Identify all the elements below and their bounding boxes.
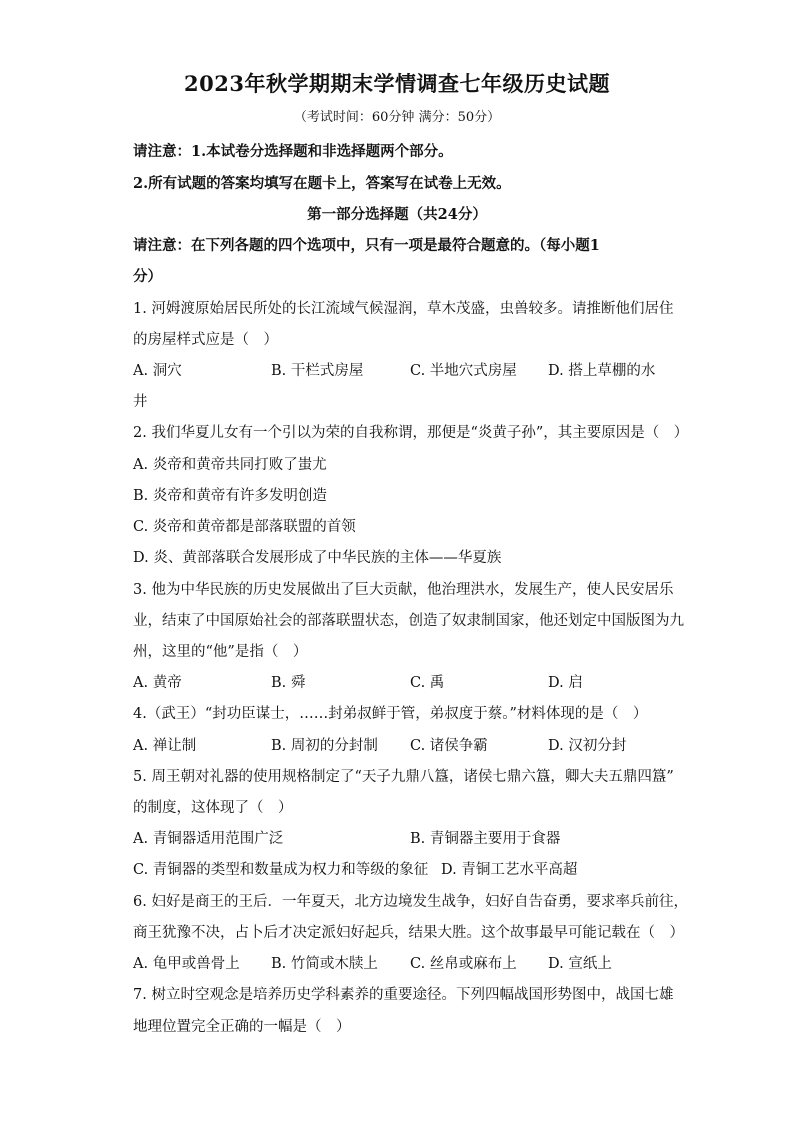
question-6-stem: 6. 妇好是商王的王后．一年夏天，北方边境发生战争，妇好自告奋勇，要求率兵前往，: [133, 894, 688, 910]
question-1-option-c[interactable]: C. 半地穴式房屋: [410, 363, 517, 379]
exam-info: （考试时间：60分钟 满分：50分）: [293, 110, 501, 125]
question-3-option-b[interactable]: B. 舜: [271, 675, 306, 691]
section-heading: 第一部分选择题（共24分）: [307, 206, 487, 223]
question-7-stem: 7. 树立时空观念是培养历史学科素养的重要途径。下列四幅战国形势图中，战国七雄: [133, 987, 674, 1003]
question-5-option-b[interactable]: B. 青铜器主要用于食器: [410, 831, 561, 847]
question-5-option-c[interactable]: C. 青铜器的类型和数量成为权力和等级的象征: [133, 862, 429, 878]
question-2-option-c[interactable]: C. 炎帝和黄帝都是部落联盟的首领: [133, 519, 356, 535]
question-4-option-a[interactable]: A. 禅让制: [133, 738, 197, 754]
question-1-stem: 的房屋样式应是（ ）: [133, 332, 278, 348]
question-6-option-c[interactable]: C. 丝帛或麻布上: [410, 956, 517, 972]
question-5-stem: 5. 周王朝对礼器的使用规格制定了“天子九鼎八簋，诸侯七鼎六簋，卿大夫五鼎四簋”: [133, 769, 674, 785]
question-1-option-b[interactable]: B. 干栏式房屋: [271, 363, 364, 379]
question-3-stem: 州，这里的“他”是指（ ）: [133, 644, 308, 660]
question-2-option-d[interactable]: D. 炎、黄部落联合发展形成了中华民族的主体——华夏族: [133, 550, 502, 566]
note-line-2: 2.所有试题的答案均填写在题卡上，答案写在试卷上无效。: [133, 175, 511, 192]
question-4-option-c[interactable]: C. 诸侯争霸: [410, 738, 488, 754]
question-7-stem: 地理位置完全正确的一幅是（ ）: [133, 1019, 351, 1035]
question-2-stem: 2. 我们华夏儿女有一个引以为荣的自我称谓，那便是“炎黄子孙”，其主要原因是（ ）: [133, 425, 689, 441]
question-3-stem: 业，结束了中国原始社会的部落联盟状态，创造了奴隶制国家，他还划定中国版图为九: [133, 613, 684, 629]
question-2-option-b[interactable]: B. 炎帝和黄帝有许多发明创造: [133, 488, 327, 504]
question-4-option-b[interactable]: B. 周初的分封制: [271, 738, 378, 754]
question-3-stem: 3. 他为中华民族的历史发展做出了巨大贡献，他治理洪水，发展生产，使人民安居乐: [133, 582, 674, 598]
page-title: 2023年秋学期期末学情调查七年级历史试题: [184, 71, 610, 96]
question-5-option-d[interactable]: D. 青铜工艺水平高超: [441, 862, 578, 878]
question-4-option-d[interactable]: D. 汉初分封: [548, 738, 627, 754]
note-line-1: 请注意：1.本试卷分选择题和非选择题两个部分。: [133, 143, 453, 160]
question-6-option-b[interactable]: B. 竹简或木牍上: [271, 956, 378, 972]
question-5-option-a[interactable]: A. 青铜器适用范围广泛: [133, 831, 284, 847]
question-5-stem: 的制度，这体现了（ ）: [133, 800, 293, 816]
question-4-stem: 4.（武王）“封功臣谋士，……封弟叔鲜于管，弟叔度于蔡。”材料体现的是（ ）: [133, 706, 648, 722]
question-6-option-a[interactable]: A. 龟甲或兽骨上: [133, 956, 240, 972]
question-3-option-c[interactable]: C. 禹: [410, 675, 445, 691]
question-3-option-a[interactable]: A. 黄帝: [133, 675, 182, 691]
question-6-stem: 商王犹豫不决，占卜后才决定派妇好起兵，结果大胜。这个故事最早可能记载在（ ）: [133, 925, 684, 941]
question-1-stem: 1. 河姆渡原始居民所处的长江流域气候湿润，草木茂盛，虫兽较多。请推断他们居住: [133, 301, 674, 317]
section-instruction-2: 分）: [133, 268, 162, 285]
question-1-option-d[interactable]: D. 搭上草棚的水: [548, 363, 656, 379]
question-3-option-d[interactable]: D. 启: [548, 675, 583, 691]
question-1-option-d-wrap: 井: [133, 394, 148, 410]
question-1-option-a[interactable]: A. 洞穴: [133, 363, 182, 379]
question-6-option-d[interactable]: D. 宣纸上: [548, 956, 612, 972]
question-2-option-a[interactable]: A. 炎帝和黄帝共同打败了蚩尤: [133, 457, 327, 473]
section-instruction-1: 请注意：在下列各题的四个选项中，只有一项是最符合题意的。（每小题1: [133, 237, 600, 254]
